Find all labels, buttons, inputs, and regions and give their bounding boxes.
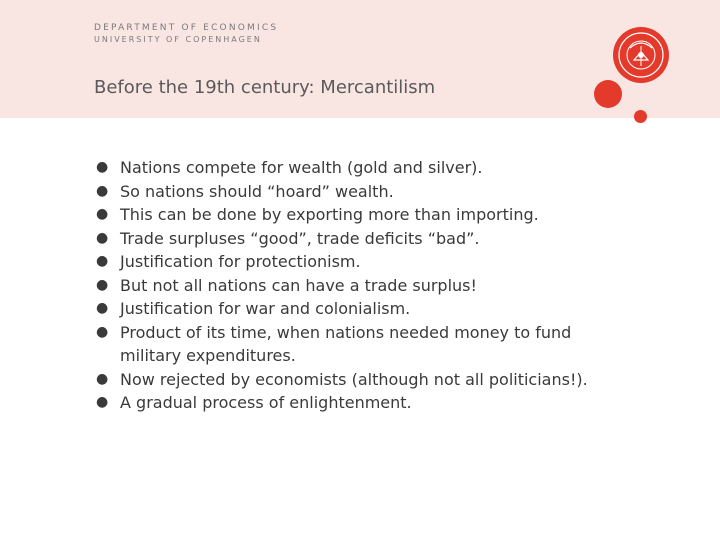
bullet-icon: ● <box>96 323 109 340</box>
university-name: UNIVERSITY OF COPENHAGEN <box>94 35 262 44</box>
decorative-dot-large <box>594 80 622 108</box>
bullet-icon: ● <box>96 276 109 293</box>
bullet-icon: ● <box>96 206 109 222</box>
decorative-dot-small <box>634 110 647 123</box>
list-item <box>90 368 630 392</box>
bullet-list <box>90 156 630 415</box>
bullet-icon: ● <box>96 394 109 410</box>
list-item <box>90 227 630 251</box>
list-item-text: Now rejected by economists (although not all politicians!). <box>120 369 588 389</box>
list-item <box>90 321 630 368</box>
list-item <box>90 250 630 274</box>
list-item-text: Justification for protectionism. <box>120 252 361 271</box>
list-item-text: Justification for war and colonialism. <box>120 299 411 318</box>
list-item <box>90 391 630 415</box>
bullet-icon: ● <box>96 253 109 269</box>
bullet-icon: ● <box>96 182 109 199</box>
bullet-icon: ● <box>96 229 109 246</box>
list-item-text: But not all nations can have a trade surplus! <box>120 275 477 295</box>
list-item-text: So nations should “hoard” wealth. <box>120 181 394 201</box>
list-item-text: Trade surpluses “good”, trade deficits “bad”. <box>120 228 480 248</box>
list-item-text: A gradual process of enlightenment. <box>120 393 412 412</box>
bullet-icon: ● <box>96 159 109 175</box>
list-item <box>90 203 630 227</box>
university-seal-icon <box>612 26 670 84</box>
list-item-text: This can be done by exporting more than importing. <box>120 205 539 224</box>
bullet-icon: ● <box>96 370 109 387</box>
list-item <box>90 180 630 204</box>
list-item <box>90 297 630 321</box>
bullet-icon: ● <box>96 300 109 316</box>
slide-header <box>0 0 720 118</box>
list-item <box>90 156 630 180</box>
list-item-text: Product of its time, when nations needed money to fund military expenditures. <box>120 322 572 365</box>
slide-title: Before the 19th century: Mercantilism <box>94 77 436 98</box>
list-item-text: Nations compete for wealth (gold and silver). <box>120 158 483 177</box>
list-item <box>90 274 630 298</box>
department-name: DEPARTMENT OF ECONOMICS <box>94 23 279 33</box>
